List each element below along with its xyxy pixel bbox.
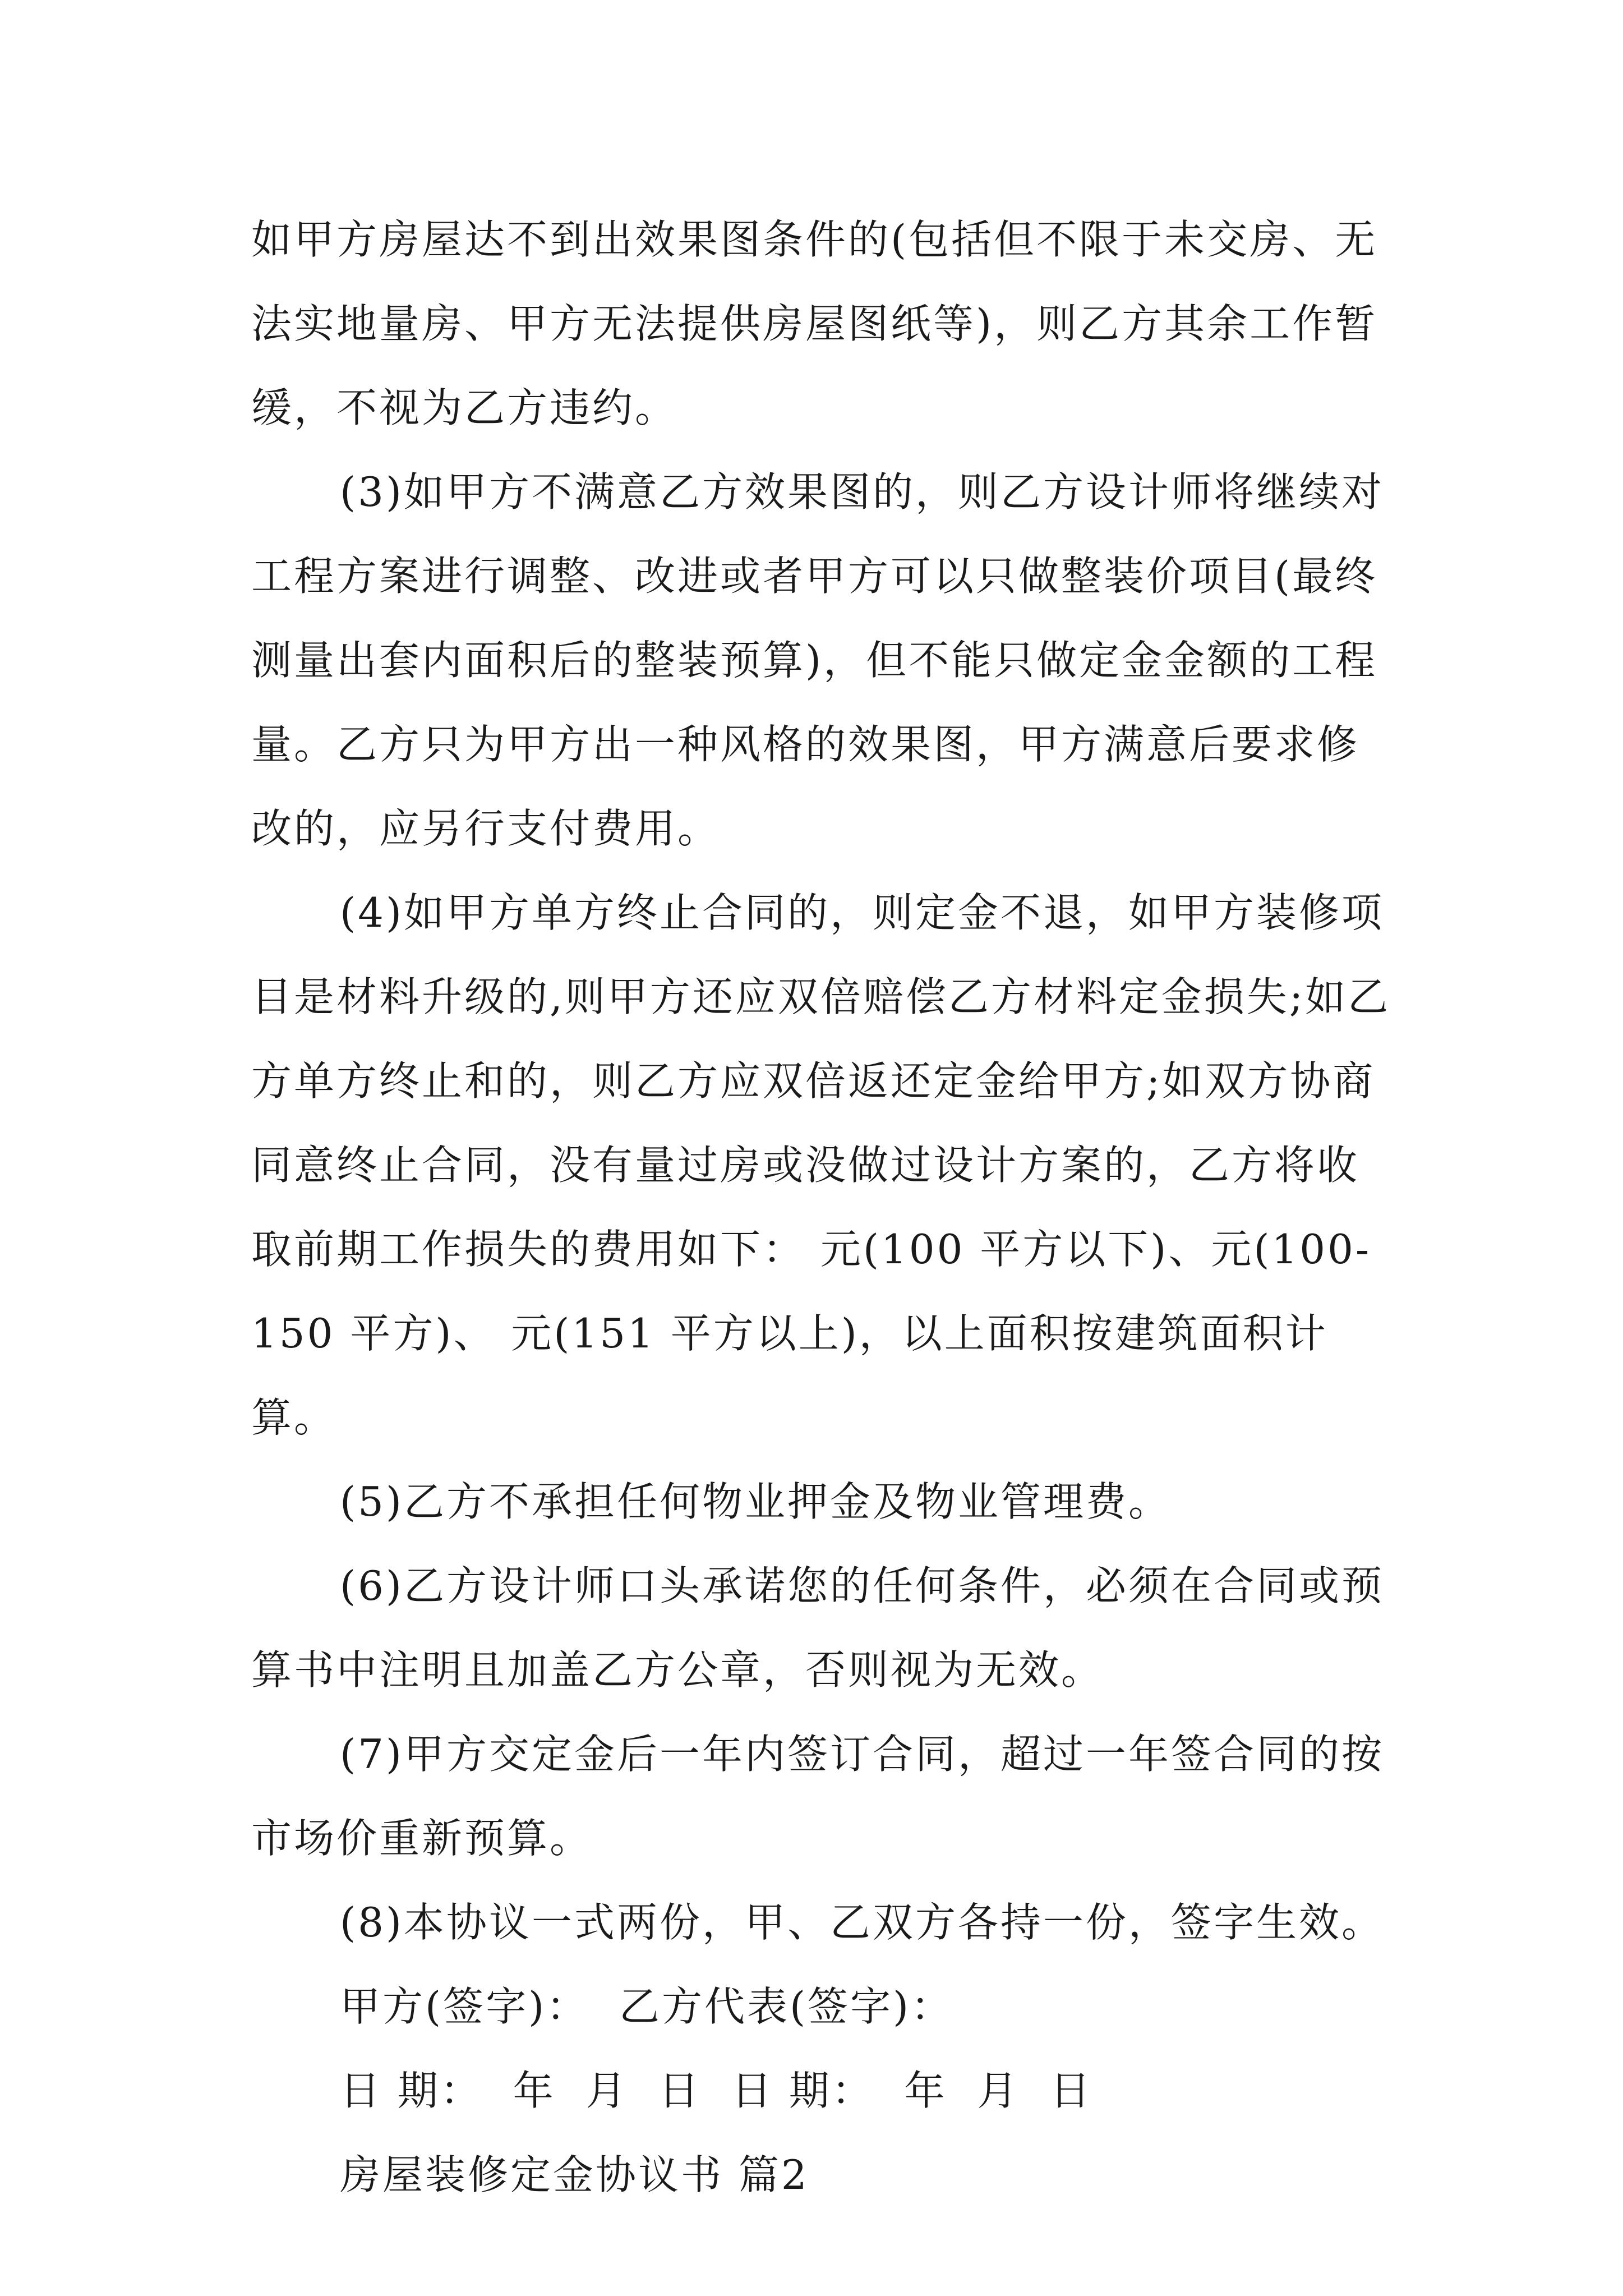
paragraph-clause-7: (7)甲方交定金后一年内签订合同，超过一年签合同的按市场价重新预算。 <box>251 1731 1384 1862</box>
document-body <box>251 197 1395 2217</box>
paragraph-intro: 如甲方房屋达不到出效果图条件的(包括但不限于未交房、无法实地量房、甲方无法提供房屋图纸等)，则乙方其余工作暂缓，不视为乙方违约。 <box>251 216 1378 431</box>
signature-line: 甲方(签字)： 乙方代表(签字)： <box>340 1983 954 2030</box>
next-section-title: 房屋装修定金协议书 篇2 <box>340 2151 809 2198</box>
paragraph-clause-5: (5)乙方不承担任何物业押金及物业管理费。 <box>340 1478 1171 1525</box>
date-line: 日 期： 年 月 日 日 期： 年 月 日 <box>340 2067 1093 2114</box>
paragraph-clause-3: (3)如甲方不满意乙方效果图的，则乙方设计师将继续对工程方案进行调整、改进或者甲方可以只做整装价项目(最终测量出套内面积后的整装预算)，但不能只做定金金额的工程量。乙方只为甲方出一种风格的效果图，甲方满意后要求修改的，应另行支付费用。 <box>251 468 1384 852</box>
paragraph-clause-6: (6)乙方设计师口头承诺您的任何条件，必须在合同或预算书中注明且加盖乙方公章，否则视为无效。 <box>251 1562 1384 1694</box>
paragraph-clause-4: (4)如甲方单方终止合同的，则定金不退，如甲方装修项目是材料升级的,则甲方还应双倍赔偿乙方材料定金损失;如乙方单方终止和的，则乙方应双倍返还定金给甲方;如双方协商同意终止合同，没有量过房或没做过设计方案的，乙方将收取前期工作损失的费用如下： 元(100 平方以下)、元(100-150 平方)、 元(151 平方以上)，以上面积按建筑面积计算。 <box>251 889 1391 1441</box>
paragraph-clause-8: (8)本协议一式两份，甲、乙双方各持一份，签字生效。 <box>340 1899 1384 1946</box>
